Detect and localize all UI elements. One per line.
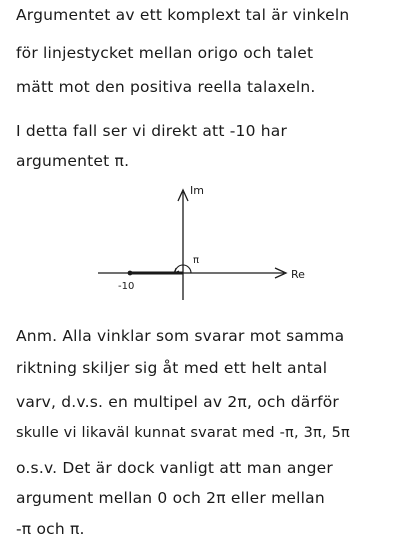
point-minus-ten: [128, 271, 133, 276]
point-label: -10: [118, 281, 135, 292]
real-axis-label: Re: [291, 268, 305, 281]
paragraph3-line-5: o.s.v. Det är dock vanligt att man anger: [16, 459, 333, 477]
paragraph3-line-7: -π och π.: [16, 520, 85, 538]
imaginary-axis-label: Im: [190, 184, 204, 197]
paragraph3-line-1: Anm. Alla vinklar som svarar mot samma: [16, 327, 345, 345]
paragraph2-line-1: I detta fall ser vi direkt att -10 har: [16, 122, 288, 140]
paragraph1-line-3: mätt mot den positiva reella talaxeln.: [16, 78, 316, 96]
paragraph3-line-6: argument mellan 0 och 2π eller mellan: [16, 489, 325, 507]
paragraph3-line-3: varv, d.v.s. en multipel av 2π, och därför: [16, 393, 339, 411]
paragraph1-line-2: för linjestycket mellan origo och talet: [16, 44, 314, 62]
paragraph3-line-4: skulle vi likaväl kunnat svarat med -π, 3π, 5π: [16, 425, 350, 441]
angle-label: π: [193, 255, 200, 266]
paragraph2-line-2: argumentet π.: [16, 152, 130, 170]
paragraph3-line-2: riktning skiljer sig åt med ett helt antal: [16, 359, 328, 377]
complex-plane-diagram: [0, 180, 420, 310]
paragraph1-line-1: Argumentet av ett komplext tal är vinkeln: [16, 6, 350, 24]
